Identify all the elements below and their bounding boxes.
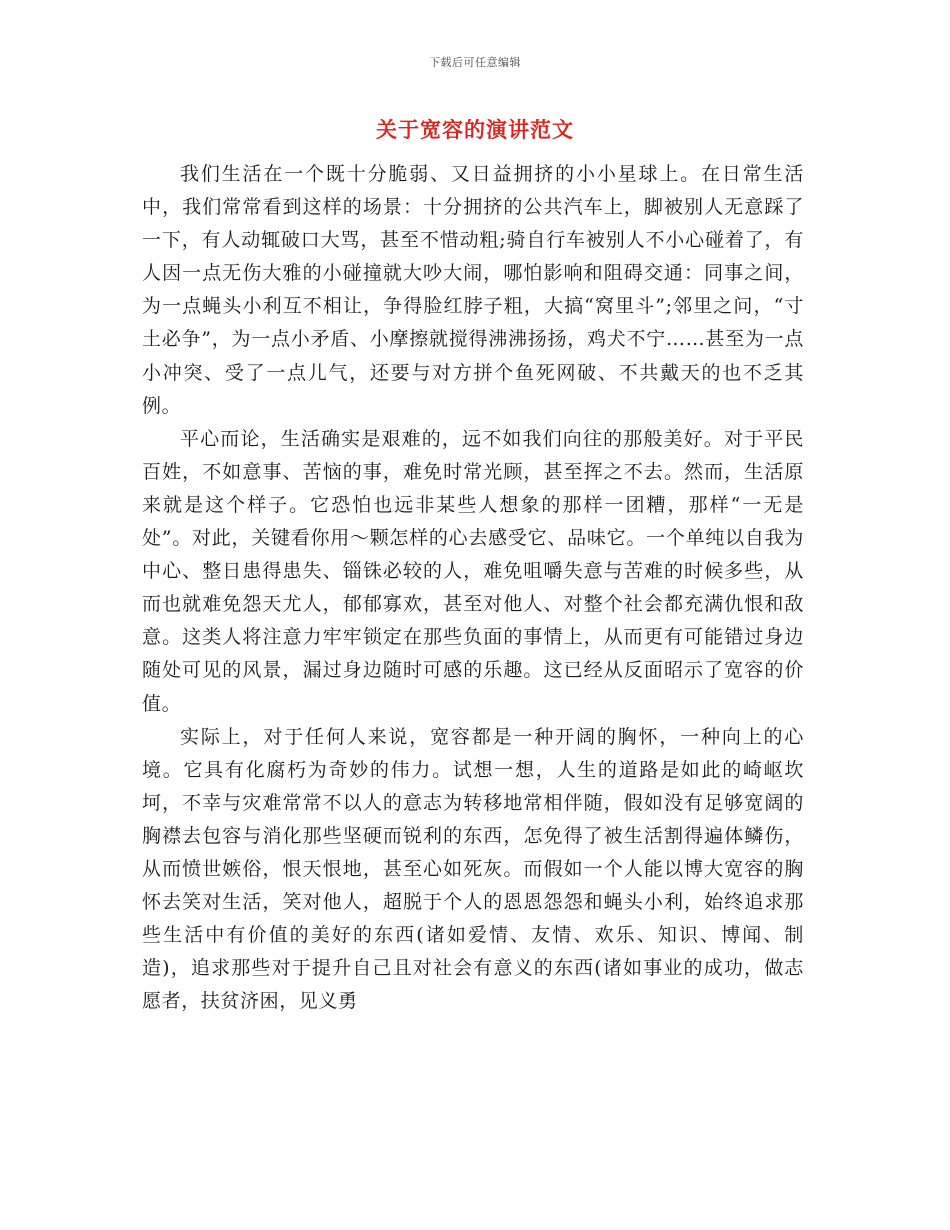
paragraph-2: 平心而论，生活确实是艰难的，远不如我们向往的那般美好。对于平民百姓，不如意事、苦恼的事，难免时常光顾，甚至挥之不去。然而，生活原来就是这个样子。它恐怕也远非某些人想象的那样一团糟，那样“一无是处”。对此，关键看你用～颗怎样的心去感受它、品味它。一个单纯以自我为中心、整日患得患失、锱铢必较的人，难免咀嚼失意与苦难的时候多些，从而也就难免怨天尤人，郁郁寡欢，甚至对他人、对整个社会都充满仇恨和敌意。这类人将注意力牢牢锁定在那些负面的事情上，从而更有可能错过身边随处可见的风景，漏过身边随时可感的乐趣。这已经从反面昭示了宽容的价值。: [142, 427, 804, 715]
document-body: [142, 158, 804, 1018]
header-note: 下载后可任意编辑: [429, 56, 521, 69]
paragraph-1: 我们生活在一个既十分脆弱、又日益拥挤的小小星球上。在日常生活中，我们常常看到这样的场景：十分拥挤的公共汽车上，脚被别人无意踩了一下，有人动辄破口大骂，甚至不惜动粗;骑自行车被别人不小心碰着了，有人因一点无伤大雅的小碰撞就大吵大闹，哪怕影响和阻碍交通：同事之间，为一点蝇头小利互不相让，争得脸红脖子粗，大搞“窝里斗”;邻里之问，“寸土必争”，为一点小矛盾、小摩擦就搅得沸沸扬扬，鸡犬不宁……甚至为一点小冲突、受了一点儿气，还要与对方拼个鱼死网破、不共戴天的也不乏其例。: [142, 163, 804, 417]
document-title: 关于宽容的演讲范文: [376, 117, 574, 142]
paragraph-3: 实际上，对于任何人来说，宽容都是一种开阔的胸怀，一种向上的心境。它具有化腐朽为奇妙的伟力。试想一想，人生的道路是如此的崎岖坎坷，不幸与灾难常常不以人的意志为转移地常相伴随，假如没有足够宽阔的胸襟去包容与消化那些坚硬而锐利的东西，怎免得了被生活割得遍体鳞伤，从而愤世嫉俗，恨天恨地，甚至心如死灰。而假如一个人能以博大宽容的胸怀去笑对生活，笑对他人，超脱于个人的恩恩怨怨和蝇头小利，始终追求那些生活中有价值的美好的东西(诸如爱情、友情、欢乐、知识、博闻、制造)，追求那些对于提升自己且对社会有意义的东西(诸如事业的成功，做志愿者，扶贫济困，见义勇: [142, 725, 804, 1013]
